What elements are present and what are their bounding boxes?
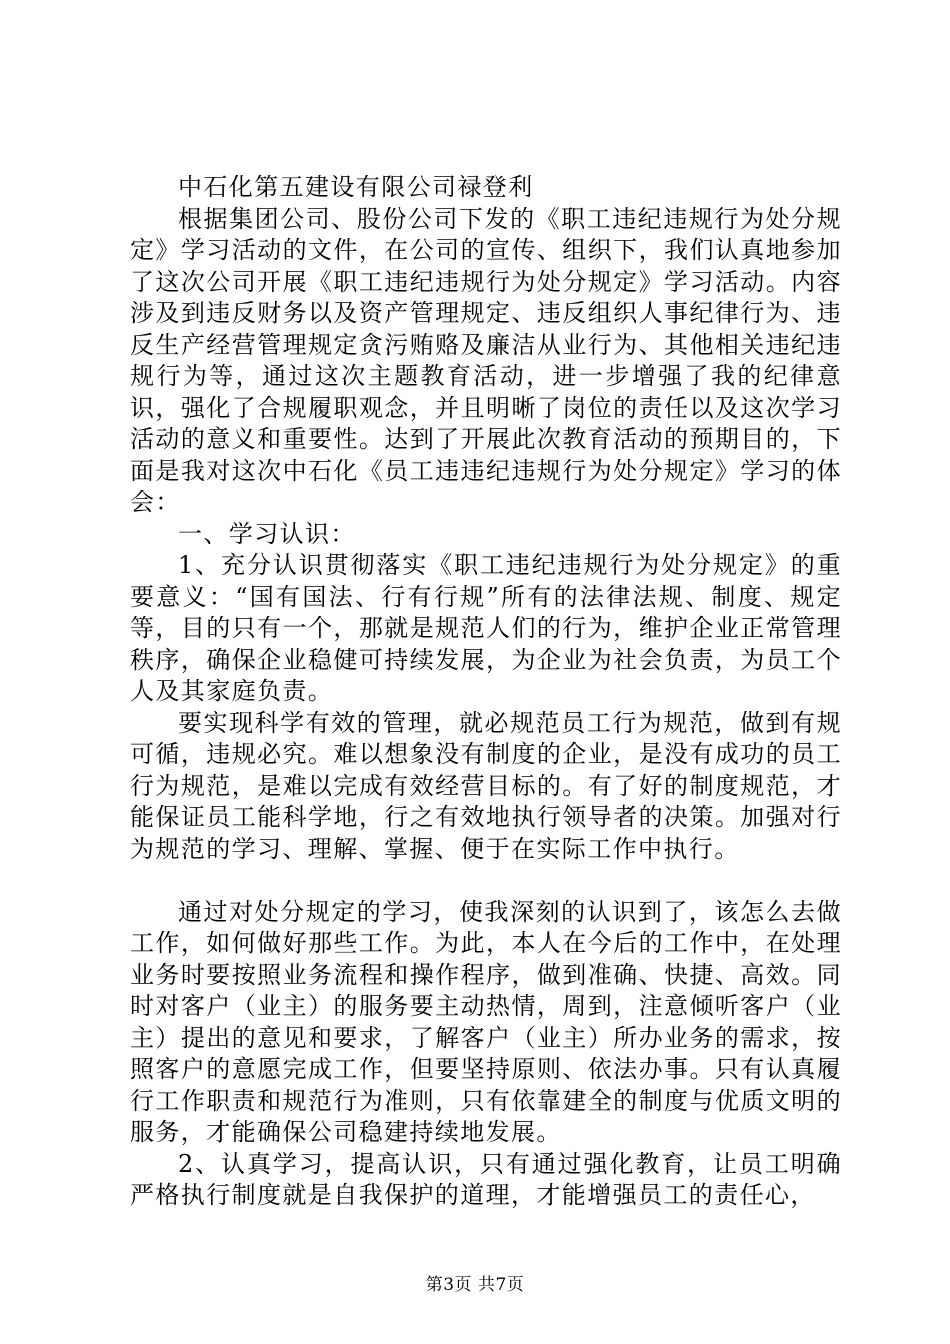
body-paragraph-intro: 根据集团公司、股份公司下发的《职工违纪违规行为处分规定》学习活动的文件，在公司的宣传、组织下，我们认真地参加了这次公司开展《职工违纪违规行为处分规定》学习活动。内容涉及到违反财务以及资产管理规定、违反组织人事纪律行为、违反生产经营管理规定贪污贿赂及廉洁从业行为、其他相关违纪违规行为等，通过这次主题教育活动，进一步增强了我的纪律意识，强化了合规履职观念，并且明晰了岗位的责任以及这次学习活动的意义和重要性。达到了开展此次教育活动的预期目的，下面是我对这次中石化《员工违违纪违规行为处分规定》学习的体会： bbox=[130, 204, 842, 516]
document-body bbox=[130, 172, 842, 1212]
paragraph-spacer bbox=[130, 865, 842, 897]
body-paragraph-point-1: 1、充分认识贯彻落实《职工违纪违规行为处分规定》的重要意义：“国有国法、行有行规”所有的法律法规、制度、规定等，目的只有一个，那就是规范人们的行为，维护企业正常管理秩序，确保企业稳健可持续发展，为企业为社会负责，为员工个人及其家庭负责。 bbox=[130, 551, 842, 705]
body-paragraph-reflection: 通过对处分规定的学习，使我深刻的认识到了，该怎么去做工作，如何做好那些工作。为此，本人在今后的工作中，在处理业务时要按照业务流程和操作程序，做到准确、快捷、高效。同时对客户（业主）的服务要主动热情，周到，注意倾听客户（业主）提出的意见和要求，了解客户（业主）所办业务的需求，按照客户的意愿完成工作，但要坚持原则、依法办事。只有认真履行工作职责和规范行为准则，只有依靠建全的制度与优质文明的服务，才能确保公司稳建持续地发展。 bbox=[130, 897, 842, 1146]
body-paragraph-point-2: 2、认真学习，提高认识，只有通过强化教育，让员工明确严格执行制度就是自我保护的道理，才能增强员工的责任心， bbox=[130, 1149, 842, 1209]
body-paragraph-management: 要实现科学有效的管理，就必规范员工行为规范，做到有规可循，违规必究。难以想象没有制度的企业，是没有成功的员工行为规范，是难以完成有效经营目标的。有了好的制度规范，才能保证员工能科学地，行之有效地执行领导者的决策。加强对行为规范的学习、理解、掌握、便于在实际工作中执行。 bbox=[130, 708, 842, 863]
page-number-footer: 第3页 共7页 bbox=[425, 1275, 525, 1295]
section-heading: 一、学习认识： bbox=[178, 519, 356, 548]
author-line: 中石化第五建设有限公司禄登利 bbox=[178, 173, 534, 201]
